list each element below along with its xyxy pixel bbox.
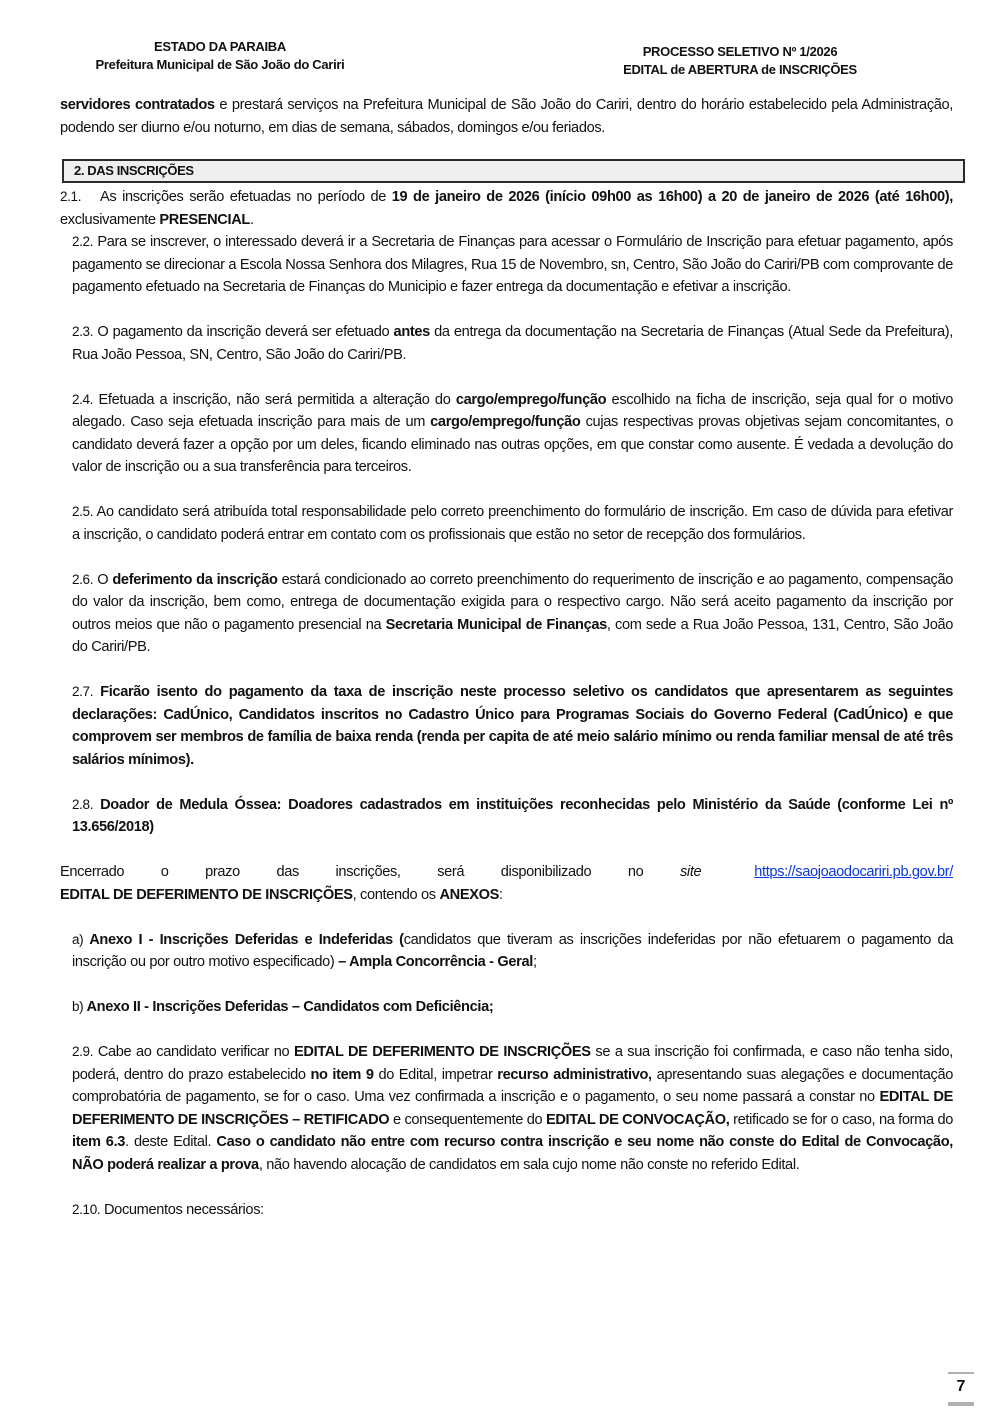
bold-text: antes [393,324,430,340]
item-2-1 [60,186,953,231]
text: da entrega da documentação na Secretaria de Finanças (Atual Sede da Prefeitura), Rua João Pessoa, SN, Centro, São João do Cariri/PB. [72,324,954,363]
bold-text: ANEXOS [439,886,499,903]
page-number-text: 7 [956,1378,966,1395]
text: e consequentemente do [389,1111,546,1128]
item-2-6 [60,569,953,659]
bold-text: deferimento da inscrição [112,571,278,588]
intro-bold: servidores contratados [60,97,215,113]
text: apresentando suas alegações e documentação comprobatória de pagamento, se for o caso. Uma vez confirmada a inscrição e o pagamento, o seu nome passará a constar no [72,1066,954,1105]
bold-text: cargo/emprego/função [430,414,581,430]
text: do Edital, impetrar [373,1066,498,1083]
text: se a sua inscrição foi confirmada, e caso não tenha sido, poderá, dentro do prazo estabelecido [72,1044,953,1083]
bold-text: item 6.3 [72,1134,126,1150]
text: As inscrições serão efetuadas no período de [100,189,392,205]
state-name: ESTADO DA PARAIBA [154,39,286,54]
bold-text: Doador de Medula Óssea: Doadores cadastrados em instituições reconhecidas pelo Ministério da Saúde (conforme Lei nº 13.656/2018) [72,796,953,835]
text: Para se inscrever, o interessado deverá ir a Secretaria de Finanças para acessar o Formulário de Inscrição para efetuar pagamento, após pagamento se direcionar a Escola Nossa Senhora dos Milagres, Rua 15 de Novembro, sn, Centro, São João do Cariri/PB com comprovante de pagamento efetuado na Secretaria de Finanças do Municipio e fazer entrega da documentação e efetivar a inscrição. [72,234,953,295]
item-number: 2.6. [72,571,94,587]
municipality-name: Prefeitura Municipal de São João do Cariri [95,57,345,72]
page-number-bottom-rule [948,1402,974,1406]
page-number-top-rule [948,1372,974,1374]
list-letter: b) [72,999,84,1014]
annex-b [60,996,953,1019]
bold-text: EDITAL DE DEFERIMENTO DE INSCRIÇÕES [294,1044,591,1060]
list-letter: a) [72,931,84,947]
item-2-7 [60,681,953,771]
text: , contendo os [352,886,440,903]
text: O [93,571,113,588]
item-2-3 [60,321,953,366]
intro-paragraph [60,94,953,139]
edital-title: EDITAL de ABERTURA de INSCRIÇÕES [623,62,857,77]
text: O pagamento da inscrição deverá ser efetuado [93,324,394,340]
item-number: 2.5. [72,504,94,519]
item-2-8 [60,794,953,839]
text: Cabe ao candidato verificar no [93,1044,295,1060]
item-number: 2.8. [72,796,94,812]
item-number: 2.7. [72,684,94,699]
item-2-9 [60,1041,953,1176]
closing-line1 [60,861,953,884]
text: Encerrado o prazo das inscrições, será disponibilizado no [60,864,680,880]
item-number: 2.10. [72,1201,101,1217]
bold-text: Secretaria Municipal de Finanças [385,616,607,633]
page-number [948,1378,974,1396]
text: . [249,211,254,228]
header-right [595,43,885,79]
item-2-10 [60,1199,953,1222]
item-2-4 [60,389,953,479]
item-number: 2.4. [72,391,94,407]
document-body [60,94,953,1221]
bold-text: – Ampla Concorrência - Geral [338,954,533,970]
text: Ao candidato será atribuída total responsabilidade pelo correto preenchimento do formulário de inscrição. Em caso de dúvida para efetivar a inscrição, o candidato poderá entrar em contato com os profissionais que estão no setor de recepção dos formulários. [72,504,953,543]
item-number: 2.2. [72,234,94,249]
bold-text: Caso o candidato não entre com recurso contra inscrição e seu nome não conste do Edital de Convocação, NÃO poderá realizar a prova [72,1134,953,1173]
header-left [70,38,370,74]
bold-text: Ficarão isento do pagamento da taxa de inscrição neste processo seletivo os candidatos que apresentarem as seguintes declarações: CadÚnico, Candidatos inscritos no Cadastro Único para Programas Sociais do Governo Federal (CadÚnico) e que comprovem ser membros de família de baixa renda (renda per capita de até meio salário mínimo ou renda familiar mensal de até três salários mínimos). [72,684,953,768]
text: escolhido na ficha de inscrição, seja qual for o motivo alegado. Caso seja efetuada inscrição para mais de um [72,391,953,430]
item-number: 2.1. [60,189,82,204]
section-header: 2. DAS INSCRIÇÕES [62,159,965,183]
bold-text: EDITAL DE CONVOCAÇÃO, [545,1111,730,1128]
text: cujas respectivas provas objetivas sejam concomitantes, o candidato deverá fazer a opção por um deles, ficando eliminado nas outras opções, em que constar como ausente. É vedada a devolução do valor de inscrição ou a sua transferência para terceiros. [72,414,953,475]
text: , não havendo alocação de candidatos em sala cujo nome não conste no referido Edital. [258,1156,800,1173]
bold-text: Anexo II - Inscrições Deferidas – Candidatos com Deficiência; [83,999,494,1015]
annex-a [60,929,953,974]
bold-text: no item 9 [310,1066,374,1083]
bold-text: recurso administrativo, [497,1066,652,1083]
text: candidatos que tiveram as inscrições indeferidas por não efetuarem o pagamento da inscrição ou por outro motivo especificado) [72,931,953,970]
website-link[interactable]: https://saojoaodocariri.pb.gov.br/ [754,864,953,880]
item-2-2 [60,231,953,299]
bold-text: 19 de janeiro de 2026 (início 09h00 as 16h00) a 20 de janeiro de 2026 (até 16h00), [391,189,953,205]
text: : [498,886,503,903]
item-number: 2.9. [72,1044,94,1059]
item-number: 2.3. [72,324,94,339]
italic-text: site [679,864,702,880]
bold-text: Anexo I - Inscrições Deferidas e Indeferidas ( [83,931,404,948]
text: Efetuada a inscrição, não será permitida a alteração do [93,391,456,408]
text: Documentos necessários: [100,1201,264,1218]
bold-text: EDITAL DE DEFERIMENTO DE INSCRIÇÕES [60,886,353,903]
process-title: PROCESSO SELETIVO Nº 1/2026 [642,44,838,59]
text: , com sede a Rua João Pessoa, 131, Centro, São João do Cariri/PB. [72,616,953,655]
bold-text: cargo/emprego/função [455,391,607,408]
bold-text: EDITAL DE DEFERIMENTO DE INSCRIÇÕES – RETIFICADO [72,1089,953,1128]
intro-text: e prestará serviços na Prefeitura Municipal de São João do Cariri, dentro do horário estabelecido pela Administração, podendo ser diurno e/ou noturno, em dias de semana, sábados, domingos e/ou feriados. [60,97,954,136]
text: retificado se for o caso, na forma do [729,1111,953,1128]
item-2-5 [60,501,953,546]
text: . deste Edital. [125,1134,217,1150]
text: estará condicionado ao correto preenchimento do requerimento de inscrição e ao pagamento, compensação do valor da inscrição, bem como, entrega de documentação exigida para o respectivo cargo. Não será aceito pagamento da inscrição por outros meios que não o pagamento presencial na [72,571,953,633]
closing-paragraph [60,861,953,906]
bold-text: PRESENCIAL [159,211,250,228]
text: ; [532,954,537,970]
text: exclusivamente [60,211,160,228]
